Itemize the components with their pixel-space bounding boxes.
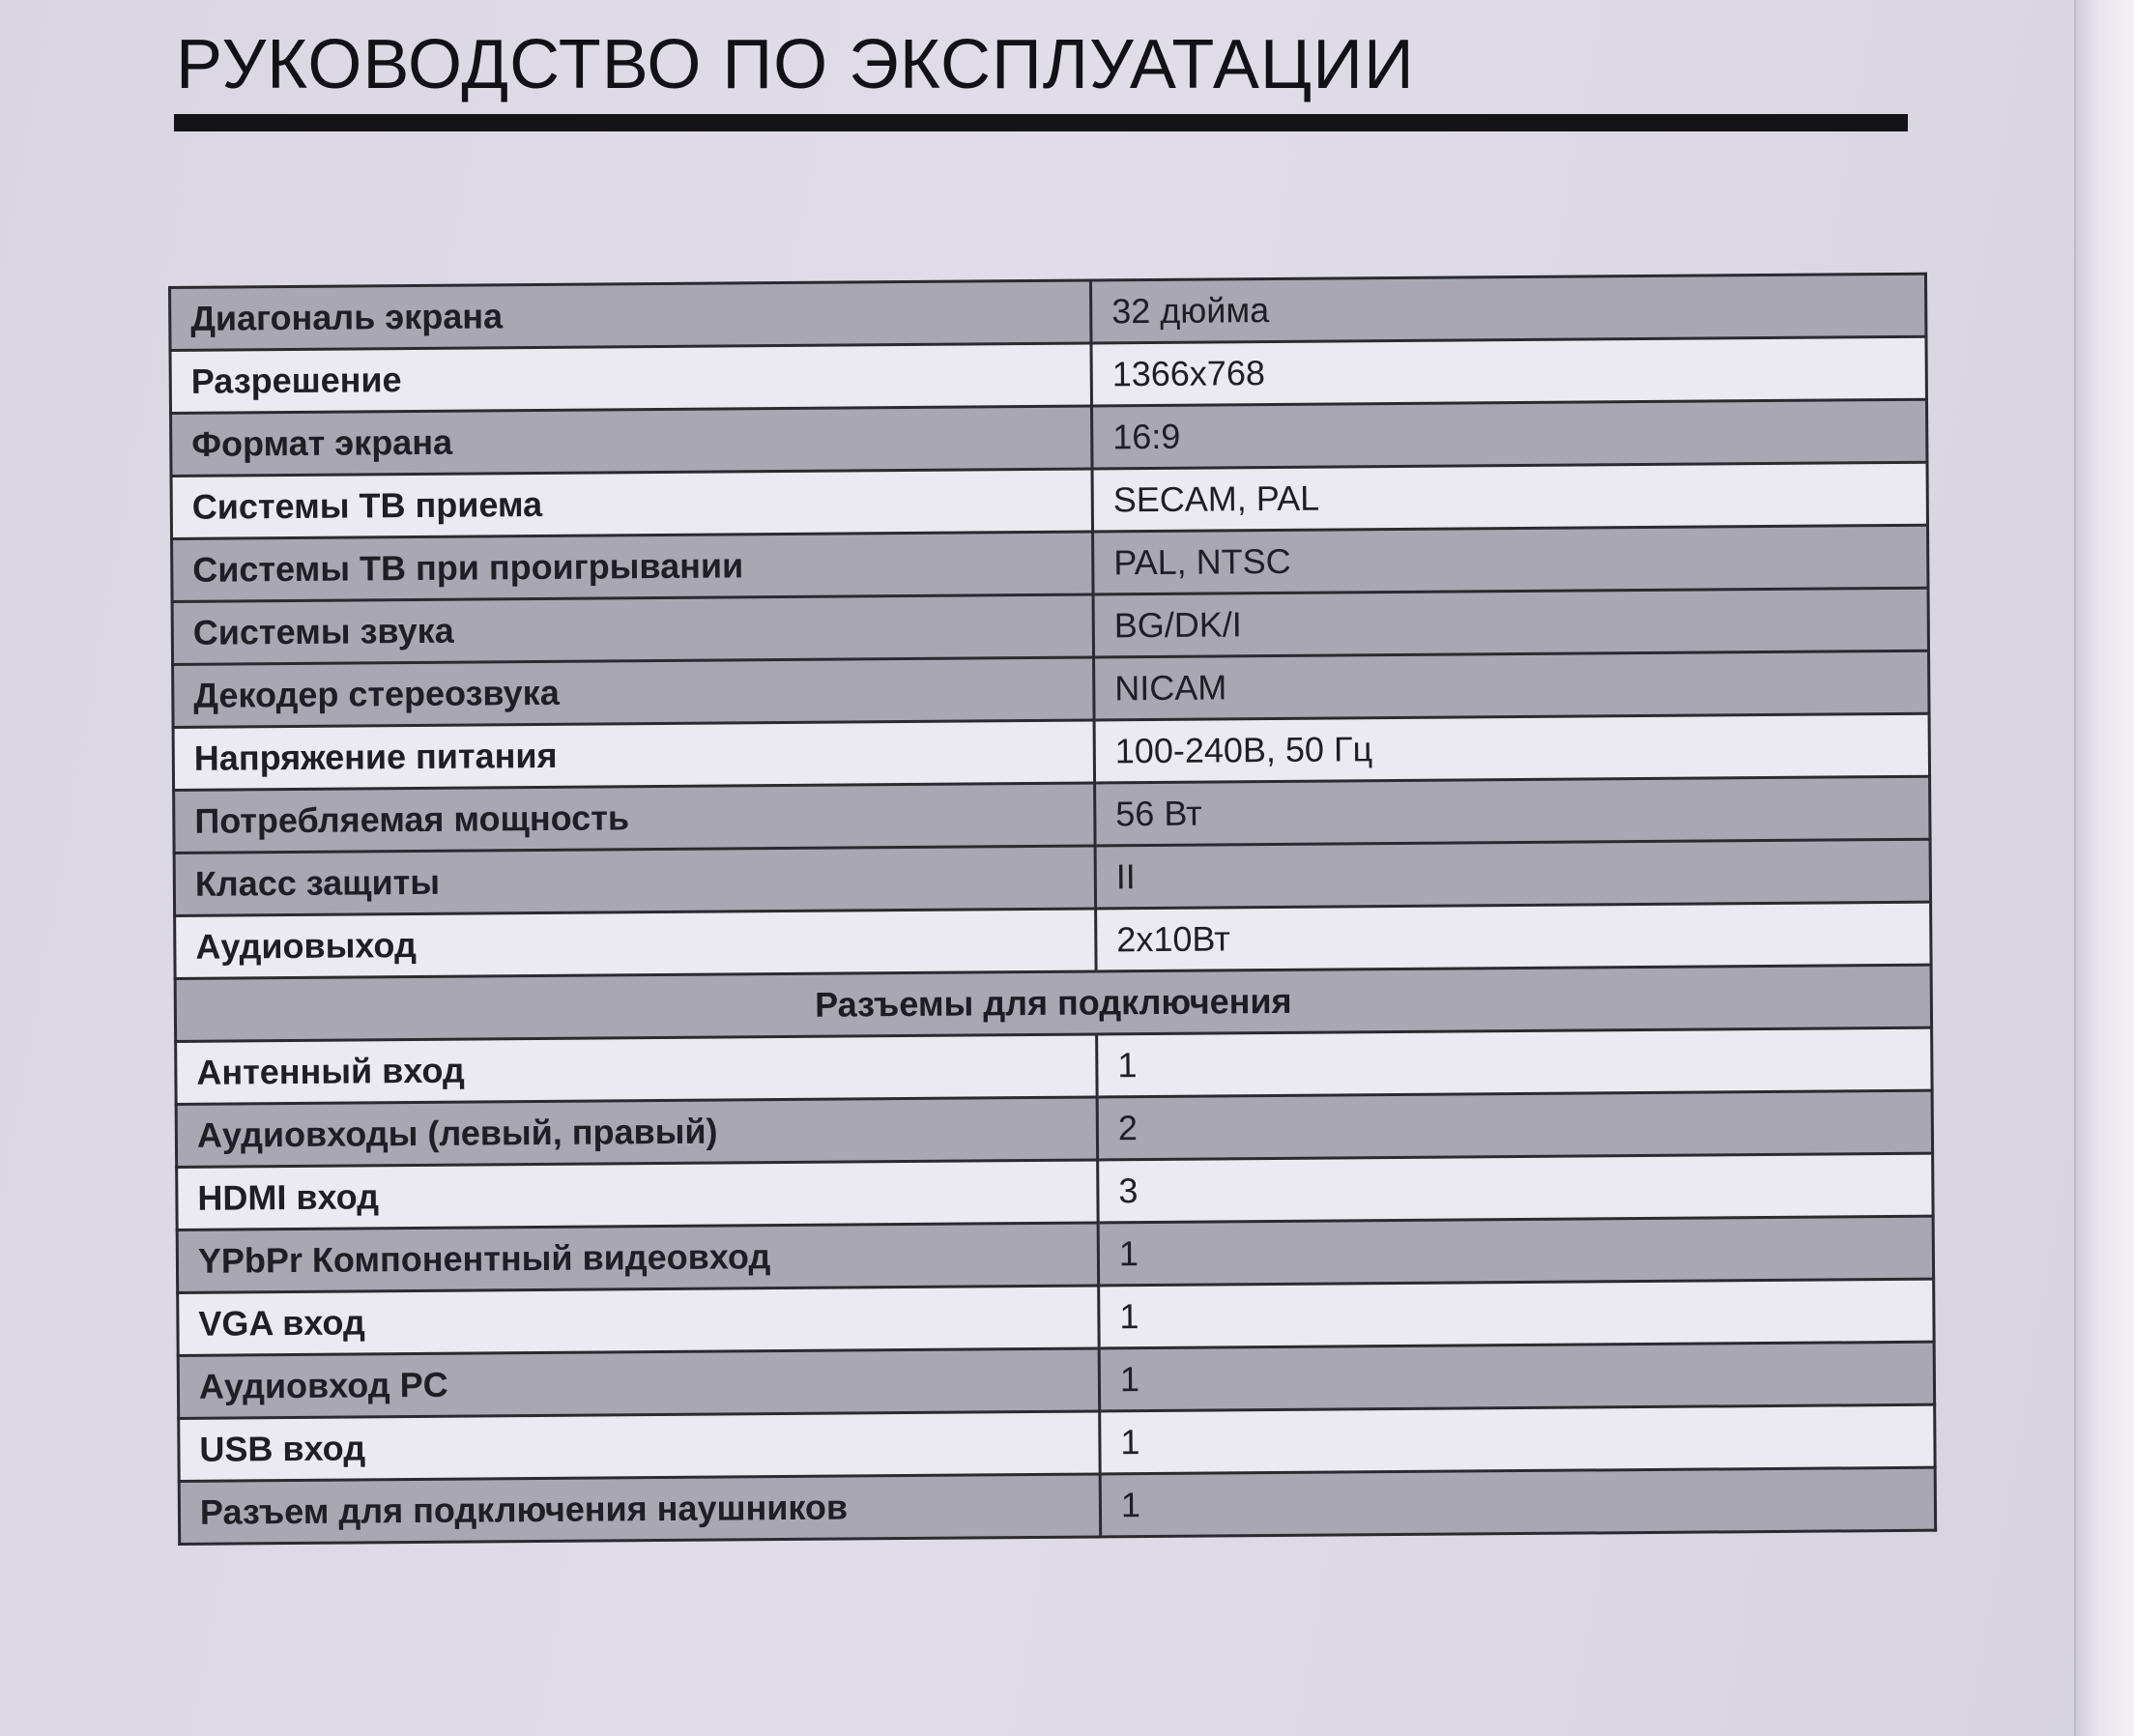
spec-value: 56 Вт [1095, 776, 1930, 846]
connector-count: 1 [1099, 1342, 1934, 1411]
spec-value: 16:9 [1092, 399, 1927, 469]
spec-label: Класс защиты [174, 846, 1095, 915]
spec-value: 2x10Вт [1096, 902, 1931, 971]
connector-label: YPbPr Компонентный видеовход [177, 1223, 1098, 1292]
connector-label: Антенный вход [176, 1034, 1097, 1104]
spec-label: Потребляемая мощность [174, 783, 1095, 853]
connector-label: USB вход [179, 1411, 1100, 1481]
spec-label: Формат экрана [171, 406, 1092, 476]
connector-count: 2 [1097, 1090, 1932, 1160]
spec-value: 32 дюйма [1090, 274, 1925, 343]
spec-value: NICAM [1094, 651, 1929, 720]
spec-label: Диагональ экрана [170, 280, 1091, 350]
page-edge [2074, 0, 2134, 1736]
spec-label: Напряжение питания [173, 720, 1094, 790]
spec-value: 100-240В, 50 Гц [1094, 713, 1929, 783]
spec-label: Аудиовыход [175, 909, 1096, 978]
spec-value: SECAM, PAL [1092, 462, 1927, 532]
connector-count: 1 [1100, 1467, 1935, 1537]
spec-value: BG/DK/I [1093, 588, 1928, 657]
spec-label: Разрешение [170, 343, 1091, 413]
spec-label: Системы ТВ приема [171, 469, 1092, 538]
spec-label: Системы звука [172, 594, 1093, 664]
spec-table [168, 273, 1937, 1546]
connector-label: HDMI вход [177, 1160, 1098, 1230]
connector-label: Аудиовходы (левый, правый) [176, 1097, 1097, 1167]
spec-label: Декодер стереозвука [173, 657, 1094, 727]
connector-label: Разъем для подключения наушников [179, 1474, 1100, 1544]
connector-count: 3 [1098, 1153, 1933, 1223]
connectors-heading: Разъемы для подключения [175, 965, 1931, 1041]
title-underline [174, 114, 1908, 131]
connector-count: 1 [1099, 1279, 1934, 1348]
connector-count: 1 [1097, 1027, 1932, 1097]
spec-value: PAL, NTSC [1093, 525, 1928, 594]
connector-count: 1 [1100, 1404, 1935, 1474]
connector-row-headphones [179, 1467, 1935, 1544]
spec-value: II [1095, 839, 1930, 909]
connector-label: VGA вход [178, 1286, 1099, 1355]
spec-value: 1366x768 [1091, 336, 1926, 406]
connector-label: Аудиовход PC [178, 1348, 1099, 1418]
connector-count: 1 [1098, 1216, 1933, 1286]
document-title: РУКОВОДСТВО ПО ЭКСПЛУАТАЦИИ [176, 26, 1415, 103]
spec-label: Системы ТВ при проигрывании [172, 532, 1093, 601]
